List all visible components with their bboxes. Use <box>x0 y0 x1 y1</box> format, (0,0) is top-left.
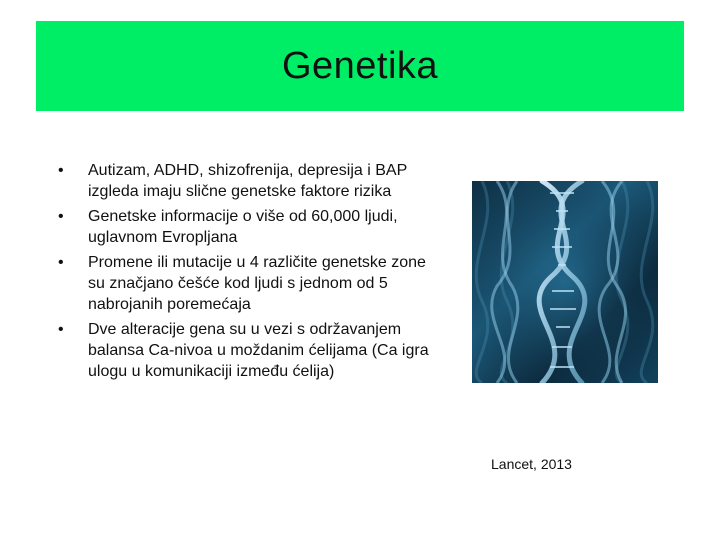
bullet-icon: • <box>58 208 64 225</box>
bullet-icon: • <box>58 162 64 179</box>
bullet-list <box>58 160 446 386</box>
bullet-text: Genetske informacije o više od 60,000 ljudi, uglavnom Evropljana <box>88 208 398 246</box>
dna-helix-icon <box>472 181 658 383</box>
citation: Lancet, 2013 <box>491 456 572 472</box>
dna-helix-image <box>472 181 658 383</box>
slide-title: Genetika <box>281 44 439 87</box>
bullet-item <box>58 160 446 202</box>
bullet-text: Autizam, ADHD, shizofrenija, depresija i BAP izgleda imaju slične genetske faktore rizika <box>88 162 407 200</box>
bullet-text: Dve alteracije gena su u vezi s održavanjem balansa Ca-nivoa u moždanim ćelijama (Ca igra ulogu u komunikaciji između ćelija) <box>88 321 429 380</box>
bullet-icon: • <box>58 254 64 271</box>
bullet-icon: • <box>58 321 64 338</box>
bullet-item <box>58 252 446 315</box>
bullet-text: Promene ili mutacije u 4 različite genetske zone su značjano češće kod ljudi s jednom od 5 nabrojanih poremećaja <box>88 254 426 313</box>
bullet-item <box>58 319 446 382</box>
title-bar <box>36 21 684 111</box>
bullet-item <box>58 206 446 248</box>
